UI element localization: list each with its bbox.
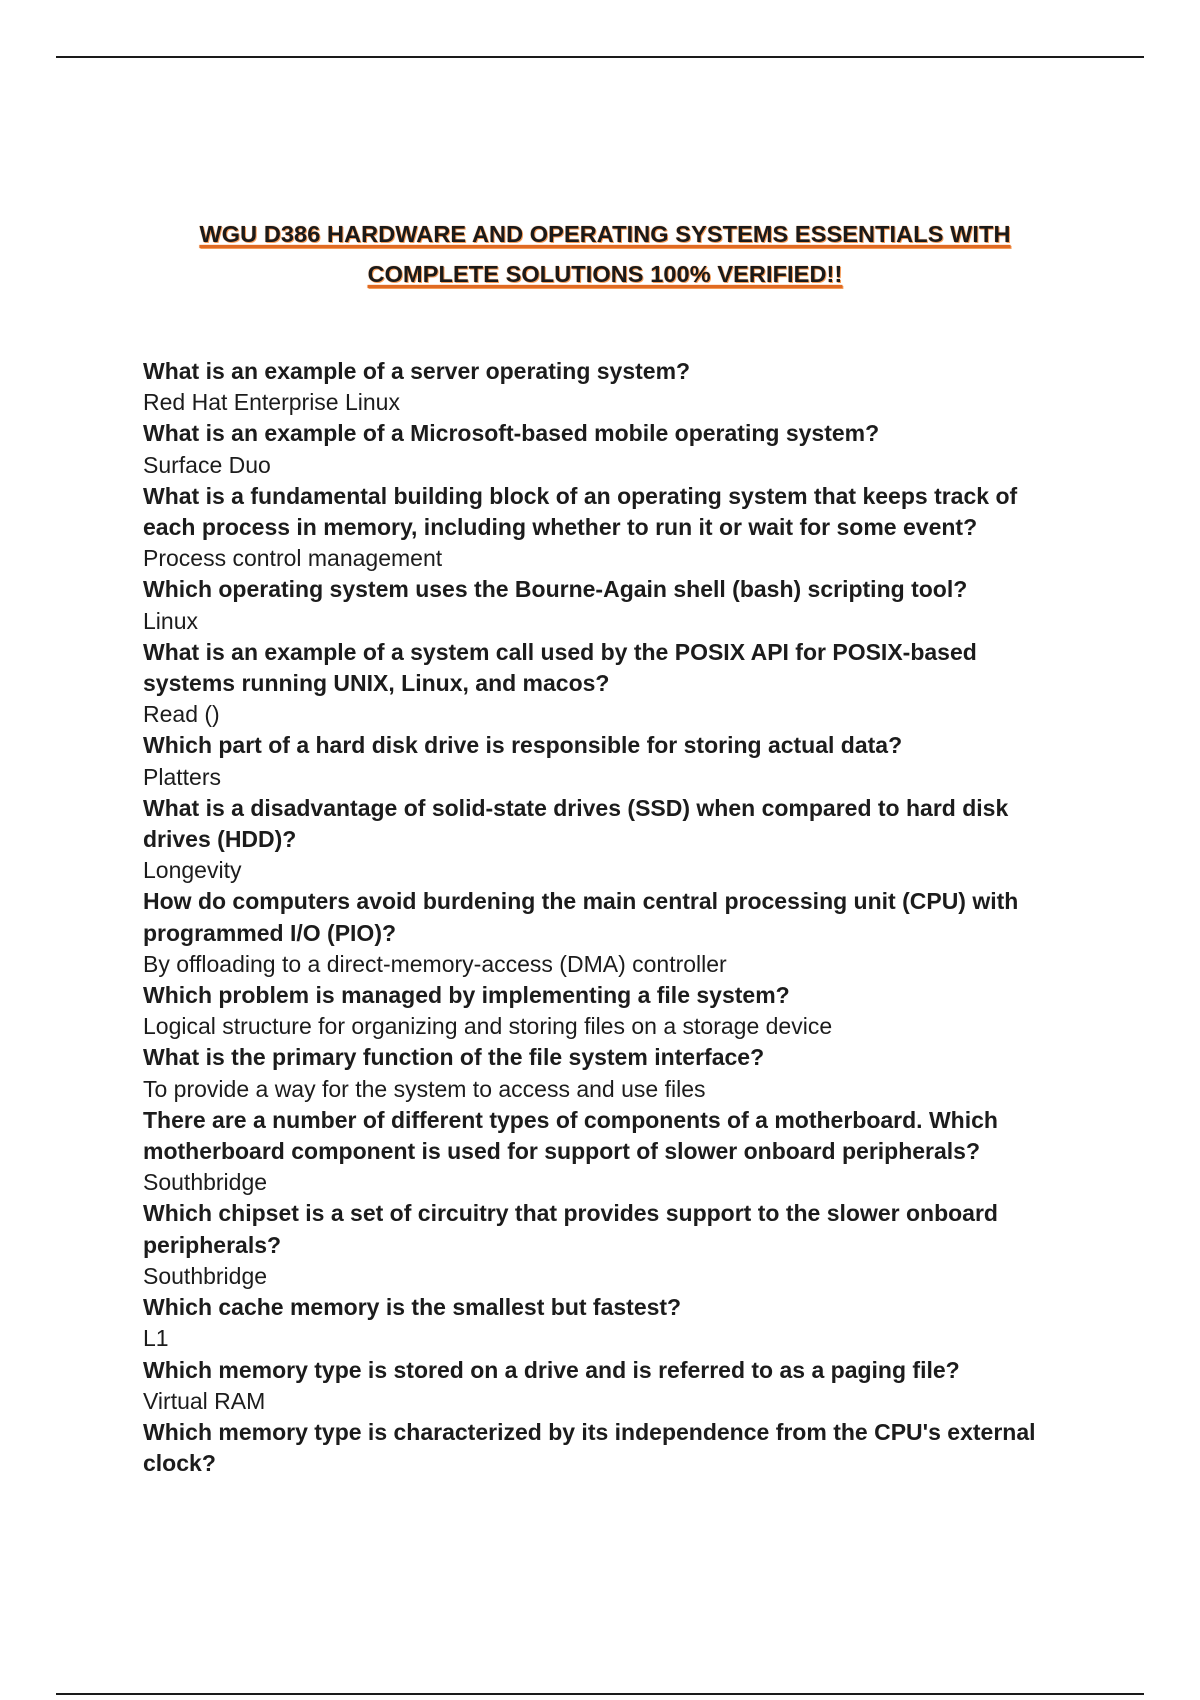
answer-11: Southbridge [143, 1169, 268, 1196]
question-9: Which problem is managed by implementing a file system? [143, 982, 790, 1009]
question-4: Which operating system uses the Bourne-Again shell (bash) scripting tool? [143, 576, 968, 603]
qa-list [143, 356, 1063, 1479]
answer-8: By offloading to a direct-memory-access (DMA) controller [143, 950, 727, 977]
answer-7: Longevity [143, 857, 242, 884]
top-rule [56, 56, 1144, 58]
question-7: What is a disadvantage of solid-state drives (SSD) when compared to hard disk drives (HDD)? [143, 794, 1009, 853]
answer-13: L1 [143, 1325, 169, 1352]
answer-12: Southbridge [143, 1262, 268, 1289]
answer-3: Process control management [143, 545, 443, 572]
question-13: Which cache memory is the smallest but fastest? [143, 1294, 682, 1321]
question-12: Which chipset is a set of circuitry that provides support to the slower onboard peripherals? [143, 1200, 998, 1258]
question-10: What is the primary function of the file system interface? [143, 1044, 765, 1071]
answer-4: Linux [143, 607, 198, 634]
question-2: What is an example of a Microsoft-based mobile operating system? [143, 420, 880, 447]
question-8: How do computers avoid burdening the main central processing unit (CPU) with programmed I/O (PIO)? [143, 888, 1019, 946]
document-title [120, 214, 1090, 294]
question-6: Which part of a hard disk drive is responsible for storing actual data? [143, 732, 903, 759]
answer-5: Read () [143, 701, 220, 728]
answer-2: Surface Duo [143, 451, 271, 478]
question-11: There are a number of different types of components of a motherboard. Which motherboard component is used for support of slower onboard peripherals? [143, 1106, 998, 1165]
answer-14: Virtual RAM [143, 1387, 266, 1414]
answer-10: To provide a way for the system to access and use files [143, 1075, 706, 1102]
question-5: What is an example of a system call used by the POSIX API for POSIX-based systems running UNIX, Linux, and macos? [143, 638, 977, 697]
title-line-1: WGU D386 HARDWARE AND OPERATING SYSTEMS ESSENTIALS WITH [199, 221, 1011, 247]
bottom-rule [56, 1693, 1144, 1695]
answer-6: Platters [143, 763, 221, 790]
question-3: What is a fundamental building block of an operating system that keeps track of each process in memory, including whether to run it or wait for some event? [143, 482, 1018, 541]
answer-1: Red Hat Enterprise Linux [143, 389, 400, 416]
question-14: Which memory type is stored on a drive and is referred to as a paging file? [143, 1356, 960, 1383]
title-line-2: COMPLETE SOLUTIONS 100% VERIFIED!! [367, 261, 843, 287]
answer-9: Logical structure for organizing and storing files on a storage device [143, 1013, 833, 1040]
question-15: Which memory type is characterized by its independence from the CPU's external clock? [143, 1418, 1036, 1477]
question-1: What is an example of a server operating system? [143, 358, 691, 384]
